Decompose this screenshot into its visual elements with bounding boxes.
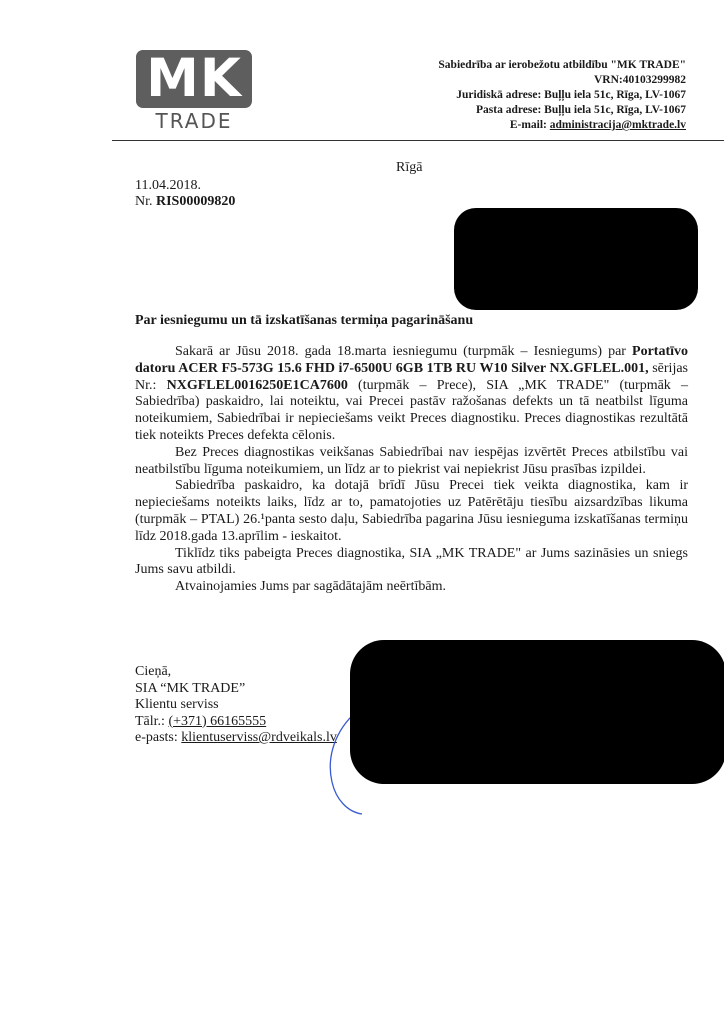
company-vrn: VRN:40103299982	[594, 74, 686, 86]
body-paragraph-3: Sabiedrība paskaidro, ka dotajā brīdī Jūsu Precei tiek veikta diagnostika, kam ir nepieciešams noteikts laiks, līdz ar to, pamatojoties uz Patērētāju tiesību aizsardzības likuma (turpmāk – PTAL) 26.¹panta sesto daļu, Sabiedrība pagarina Jūsu iesnieguma izskatīšanas termiņu līdz 2018.gada 13.aprīlim - ieskaitot.	[135, 478, 688, 544]
body-paragraph-1	[135, 344, 688, 445]
company-legal-address: Juridiskā adrese: Buļļu iela 51c, Rīga, LV-1067	[456, 89, 686, 101]
p1-part-e: (turpmāk – Prece), SIA „MK TRADE" (turpmāk – Sabiedrība) paskaidro, lai noteiktu, vai Precei pastāv ražošanas defekts un tā neatbilst līguma noteikumiem, Sabiedrībai ir nepieciešams veikt Preces diagnostiku. Preces diagnostikas rezultātā tiek noteikts Preces defekta cēlonis.	[135, 377, 688, 443]
logo-trade-text: TRADE	[155, 109, 233, 133]
letter-date: 11.04.2018.	[135, 178, 201, 193]
closing-email-line	[135, 730, 337, 747]
letter-body	[135, 344, 688, 596]
closing-phone-line	[135, 714, 337, 731]
company-name: Sabiedrība ar ierobežotu atbildību "MK TRADE"	[438, 59, 686, 71]
closing-company: SIA “MK TRADE”	[135, 680, 246, 696]
body-paragraph-2: Bez Preces diagnostikas veikšanas Sabiedrībai nav iespējas izvērtēt Preces atbilstību vai neatbilstību līguma noteikumiem, un līdz ar to piekrist vai nepiekrist Jūsu prasības izpildei.	[135, 444, 688, 477]
closing-email-label: e-pasts:	[135, 730, 182, 745]
redacted-signature-block	[350, 640, 724, 784]
logo-mk-text: MK	[146, 48, 242, 109]
body-paragraph-5: Atvainojamies Jums par sagādātajām neērtībām.	[175, 579, 446, 595]
closing-greeting: Cieņā,	[135, 664, 172, 679]
body-paragraph-4: Tiklīdz tiks pabeigta Preces diagnostika, SIA „MK TRADE" ar Jums sazināsies un sniegs Jums savu atbildi.	[135, 545, 688, 578]
company-header	[438, 58, 686, 133]
company-email-link[interactable]: administracija@mktrade.lv	[549, 119, 686, 131]
company-logo	[136, 50, 252, 133]
closing-phone-label: Tālr.:	[135, 713, 169, 729]
header-divider	[112, 140, 724, 141]
letter-number-value: RIS00009820	[156, 194, 236, 209]
letter-closing	[135, 664, 337, 747]
letter-number	[135, 194, 235, 210]
p1-part-a: Sakarā ar Jūsu 2018. gada 18.marta iesniegumu (turpmāk – Iesniegums) par	[175, 344, 633, 359]
closing-email-link[interactable]: klientuserviss@rdveikals.lv	[181, 730, 337, 745]
company-postal-address: Pasta adrese: Buļļu iela 51c, Rīga, LV-1067	[476, 104, 686, 116]
redacted-recipient-block	[454, 208, 698, 310]
p1-serial: NXGFLEL0016250E1CA7600	[166, 377, 348, 393]
letter-number-label: Nr.	[135, 194, 156, 209]
p1-product: Portatīvo datoru ACER F5-573G 15.6 FHD i7-6500U 6GB 1TB RU W10 Silver NX.GFLEL.001,	[135, 344, 688, 376]
letter-subject: Par iesniegumu un tā izskatīšanas termiņa pagarināšanu	[135, 313, 474, 328]
closing-phone-link[interactable]: (+371) 66165555	[168, 713, 267, 729]
company-email-label: E-mail:	[509, 119, 550, 131]
company-email-line	[438, 118, 686, 133]
p1-part-c: sērijas Nr.:	[135, 360, 688, 393]
closing-department: Klientu serviss	[135, 697, 219, 712]
letter-place: Rīgā	[396, 160, 423, 175]
